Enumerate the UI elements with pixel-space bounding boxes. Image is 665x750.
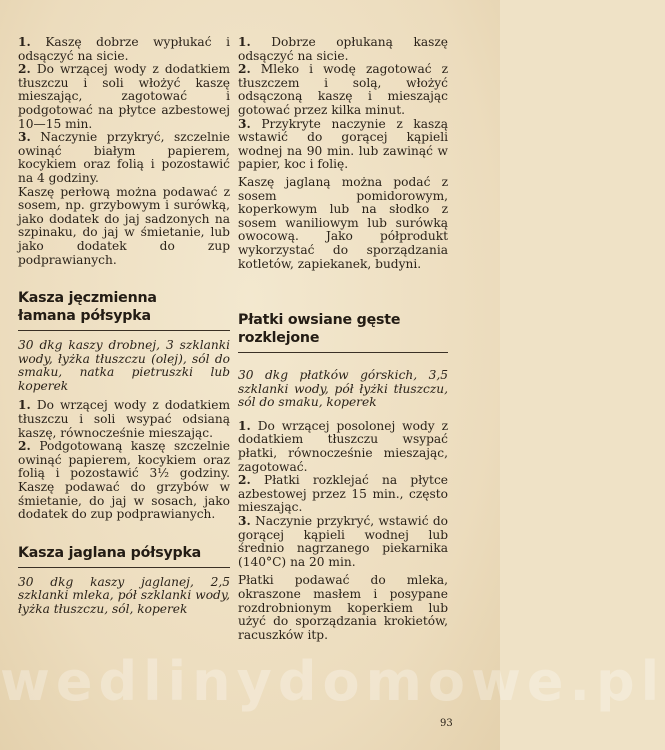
- recipe-title: Kasza jęczmienna łamana półsypka: [18, 290, 157, 325]
- right-column: [238, 36, 448, 642]
- title-rule: [18, 567, 230, 568]
- watermark: wedlinydomowe.pl: [0, 650, 665, 713]
- recipe-title: Płatki owsiane gęste rozklejone: [238, 312, 401, 347]
- step: 2. Mleko i wodę zagotować z tłuszczem i solą, włożyć odsączoną kaszę i mieszając gotować przez kilka minut.: [238, 62, 449, 117]
- page-number: 93: [440, 718, 453, 729]
- step: 1. Kaszę dobrze wypłukać i odsączyć na sicie.: [18, 35, 230, 63]
- left-column: [18, 36, 230, 617]
- title-rule: [238, 352, 448, 353]
- recipe-title: Kasza jaglana półsypka: [18, 544, 202, 561]
- step: 2. Podgotowaną kaszę szczelnie owinąć papierem, kocykiem oraz folią i pozostawić 3½ godziny. Kaszę podawać do grzybów w śmietanie, do jaj w sosach, jako dodatek do zup podprawianych.: [18, 439, 231, 522]
- step: 3. Naczynie przykryć, wstawić do gorącej kąpieli wodnej lub średnio nagrzanego piekarnika (140°C) na 20 min.: [238, 514, 448, 569]
- step: 1. Dobrze opłukaną kaszę odsączyć na sicie.: [238, 35, 448, 63]
- step: 2. Do wrzącej wody z dodatkiem tłuszczu i soli włożyć kaszę mieszając, zagotować i podgotować na płytce azbestowej 10—15 min.: [18, 62, 231, 131]
- ingredients: 30 dkg płatków górskich, 3,5 szklanki wody, pół łyżki tłuszczu, sól do smaku, koperek: [238, 368, 448, 410]
- step: 3. Przykryte naczynie z kaszą wstawić do gorącej kąpieli wodnej na 90 min. lub zawinąć w papier, koc i folię.: [238, 116, 448, 172]
- serving-note: Kaszę perłową można podawać z sosem, np. grzybowym i surówką, jako dodatek do jaj sadzonych na szpinaku, do jaj w śmietanie, lub jako dodatek do zup podprawianych.: [18, 184, 230, 267]
- serving-note: Kaszę jaglaną można podać z sosem pomidorowym, koperkowym lub na słodko z sosem waniliowym lub surówką owocową. Jako półprodukt wykorzystać do sporządzania kotletów, zapiekanek, budyni.: [238, 174, 448, 271]
- ingredients: 30 dkg kaszy drobnej, 3 szklanki wody, łyżka tłuszczu (olej), sól do smaku, natka pietruszki lub koperek: [18, 338, 230, 393]
- step: 2. Płatki rozklejać na płytce azbestowej przez 15 min., często mieszając.: [238, 473, 448, 515]
- step: 3. Naczynie przykryć, szczelnie owinąć białym papierem, kocykiem oraz folią i pozostawić na 4 godziny.: [18, 130, 231, 185]
- step: 1. Do wrzącej wody z dodatkiem tłuszczu i soli wsypać odsianą kaszę, równocześnie mieszając.: [18, 398, 231, 440]
- serving-note: Płatki podawać do mleka, okraszone masłem i posypane rozdrobnionym koperkiem lub użyć do sporządzania krokietów, racuszków itp.: [238, 573, 448, 642]
- step: 1. Do wrzącej posolonej wody z dodatkiem tłuszczu wsypać płatki, równocześnie mieszając, zagotować.: [238, 418, 449, 474]
- title-rule: [18, 330, 230, 331]
- ingredients: 30 dkg kaszy jaglanej, 2,5 szklanki mleka, pół szklanki wody, łyżka tłuszczu, sól, koperek: [18, 574, 230, 616]
